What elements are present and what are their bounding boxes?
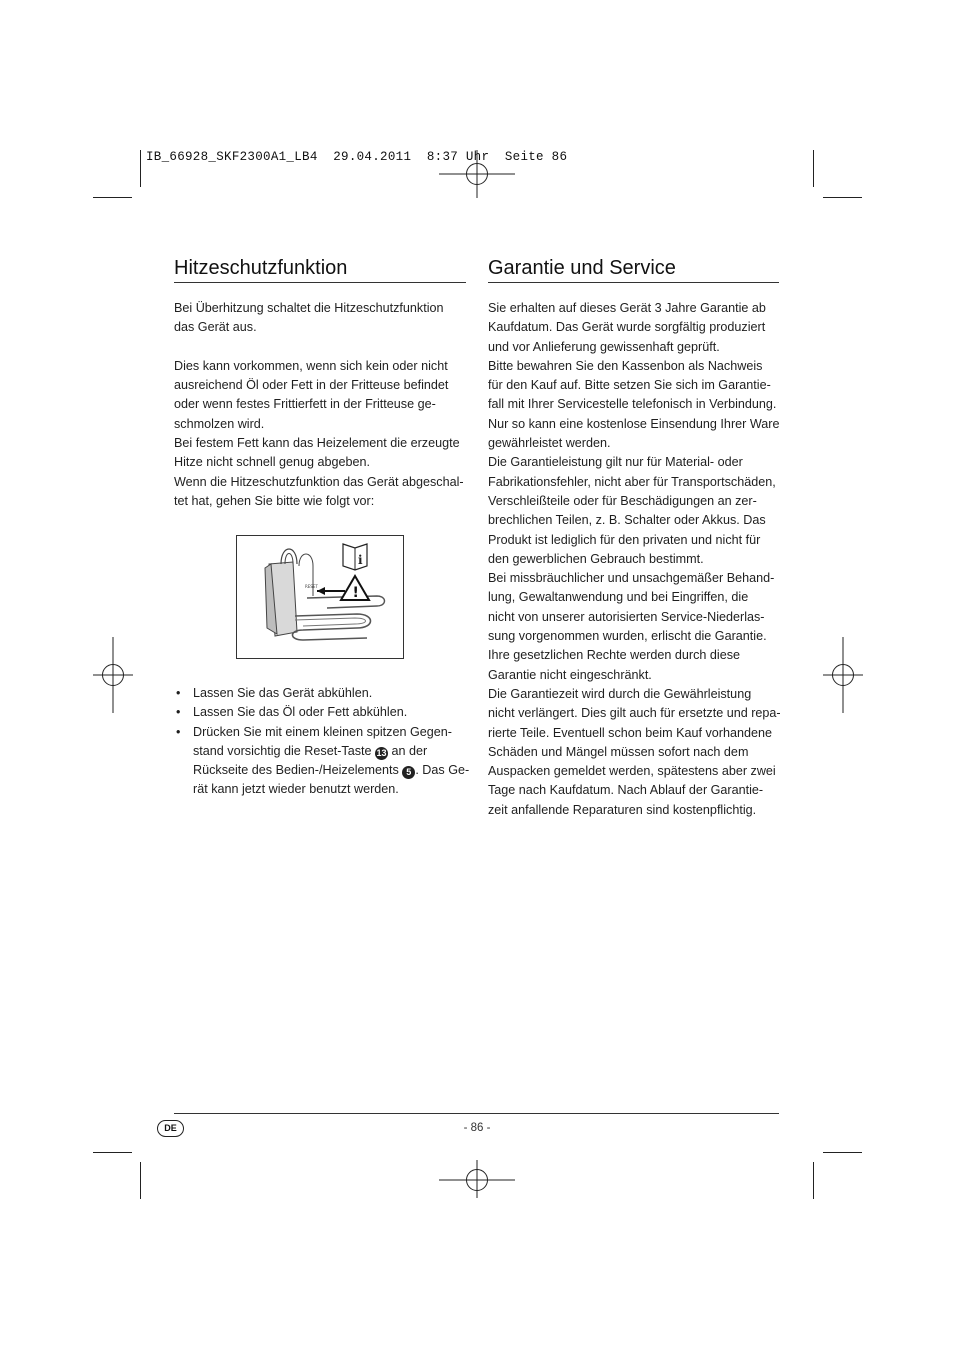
text-line: Ihre gesetzlichen Rechte werden durch diese xyxy=(488,648,741,663)
list-item-text: Drücken Sie mit einem kleinen spitzen Gegen- xyxy=(193,724,452,739)
text-line: ausreichend Öl oder Fett in der Fritteuse befindet xyxy=(174,378,449,393)
reset-button-ref-number: 13 xyxy=(376,747,387,758)
list-item-text: stand vorsichtig die Reset-Taste 13 an der xyxy=(193,743,428,758)
list-item-text: rät kann jetzt wieder benutzt werden. xyxy=(193,782,399,797)
list-item xyxy=(174,703,474,722)
text-line: sung vorgenommen wurden, erlischt die Garantie. xyxy=(488,629,767,644)
text-line: Bei festem Fett kann das Heizelement die erzeugte xyxy=(174,436,460,451)
list-item-text: Lassen Sie das Gerät abkühlen. xyxy=(193,686,373,700)
list-item xyxy=(174,723,474,800)
manual-book-icon xyxy=(343,544,367,570)
crop-mark-top-left-h xyxy=(93,197,132,198)
text-line: Dies kann vorkommen, wenn sich kein oder nicht xyxy=(174,358,448,373)
svg-text:i: i xyxy=(358,553,363,567)
warranty-text xyxy=(488,299,781,820)
text-line: zeit anfallende Reparaturen sind kostenpflichtig. xyxy=(488,802,757,817)
crop-mark-top-right-v xyxy=(813,150,814,187)
crop-mark-bottom-left-h xyxy=(93,1152,132,1153)
heating-element-ref-number: 5 xyxy=(402,766,415,779)
list-item-text: Lassen Sie das Öl oder Fett abkühlen. xyxy=(193,705,408,720)
text-line: Nur so kann eine kostenlose Einsendung Ihrer Ware xyxy=(488,416,780,431)
text-line: tet hat, gehen Sie bitte wie folgt vor: xyxy=(174,493,375,508)
reset-illustration xyxy=(236,535,404,659)
crop-mark-top-right-h xyxy=(823,197,862,198)
footer-rule xyxy=(174,1113,779,1114)
crop-mark-bottom-right-h xyxy=(823,1152,862,1153)
language-badge: DE xyxy=(157,1120,184,1137)
page-number: - 86 - xyxy=(463,1122,491,1134)
reset-steps-list xyxy=(174,684,474,800)
registration-mark-bottom xyxy=(439,1160,515,1198)
text-line: Die Garantieleistung gilt nur für Material- oder xyxy=(488,455,743,470)
text-line: Fabrikationsfehler, nicht aber für Transportschäden, xyxy=(488,474,776,489)
text-line: und vor Anlieferung gewissenhaft geprüft. xyxy=(488,339,720,354)
print-slug: IB_66928_SKF2300A1_LB4 29.04.2011 8:37 Uhr Seite 86 xyxy=(146,150,568,164)
text-line: nicht von unserer autorisierten Service-Niederlas- xyxy=(488,609,765,624)
text-line: schmolzen wird. xyxy=(174,416,265,431)
text-line: den gewerblichen Gebrauch bestimmt. xyxy=(488,551,704,566)
text-line: Die Garantiezeit wird durch die Gewährleistung xyxy=(488,686,752,701)
text-line: Garantie nicht eingeschränkt. xyxy=(488,667,652,682)
text-line: Tage nach Kaufdatum. Nach Ablauf der Garantie- xyxy=(488,783,764,798)
text-line: Bei missbräuchlicher und unsachgemäßer Behand- xyxy=(488,571,775,586)
registration-mark-left xyxy=(93,637,133,713)
list-item xyxy=(174,684,474,703)
text-line: nicht verlängert. Dies gilt auch für ersetzte und repa- xyxy=(488,706,781,721)
bullet-icon: • xyxy=(176,705,181,720)
svg-text:!: ! xyxy=(352,585,359,601)
title-underline-right xyxy=(488,282,779,283)
text-line: Sie erhalten auf dieses Gerät 3 Jahre Garantie ab xyxy=(488,301,766,315)
section-title-warranty: Garantie und Service xyxy=(488,257,676,279)
text-line: Verschleißteile oder für Beschädigungen an zer- xyxy=(488,493,757,508)
text-line: Wenn die Hitzeschutzfunktion das Gerät abgeschal- xyxy=(174,474,464,489)
bullet-icon: • xyxy=(176,724,181,739)
heat-protection-text xyxy=(174,299,464,511)
text-line: rierte Teile. Eventuell schon beim Kauf vorhandene xyxy=(488,725,772,740)
text-line: Auspacken gemeldet werden, spätestens aber zwei xyxy=(488,764,776,779)
text-line: lung, Gewaltanwendung und bei Eingriffen, die xyxy=(488,590,749,605)
text-line: Bitte bewahren Sie den Kassenbon als Nachweis xyxy=(488,358,763,373)
section-title-heat-protection: Hitzeschutzfunktion xyxy=(174,257,348,279)
registration-mark-right xyxy=(823,637,863,713)
text-line: brechlichen Teilen, z. B. Schalter oder Akkus. Das xyxy=(488,513,766,528)
crop-mark-bottom-left-v xyxy=(140,1162,141,1199)
crop-mark-bottom-right-v xyxy=(813,1162,814,1199)
text-line: Kaufdatum. Das Gerät wurde sorgfältig produziert xyxy=(488,320,766,335)
text-line: Bei Überhitzung schaltet die Hitzeschutzfunktion xyxy=(174,301,444,315)
text-line: oder wenn festes Frittierfett in der Fritteuse ge- xyxy=(174,397,436,412)
text-line: fall mit Ihrer Servicestelle telefonisch in Verbindung. xyxy=(488,397,777,412)
heating-element-drawing xyxy=(237,536,403,658)
text-line: Hitze nicht schnell genug abgeben. xyxy=(174,455,371,470)
title-underline-left xyxy=(174,282,466,283)
text-line: gewährleistet werden. xyxy=(488,436,611,451)
text-line: für den Kauf auf. Bitte setzen Sie sich im Garantie- xyxy=(488,378,771,393)
bullet-icon: • xyxy=(176,686,181,700)
text-line: das Gerät aus. xyxy=(174,320,257,335)
warning-icon xyxy=(341,576,369,601)
crop-mark-top-left-v xyxy=(140,150,141,187)
text-line: Schäden und Mängel müssen sofort nach dem xyxy=(488,744,749,759)
text-line: Produkt ist lediglich für den privaten und nicht für xyxy=(488,532,761,547)
reset-label: RESET xyxy=(305,584,318,589)
list-item-text: Rückseite des Bedien-/Heizelements 5 . Das Ge- xyxy=(193,763,470,778)
